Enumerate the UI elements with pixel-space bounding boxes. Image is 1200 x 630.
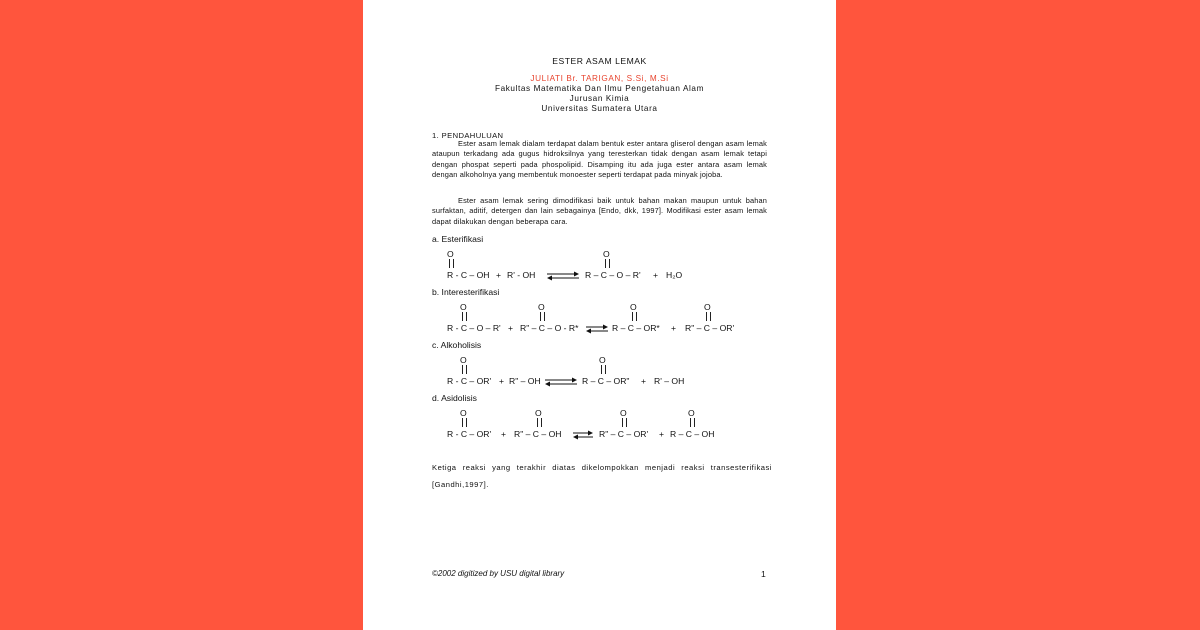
department-name: Jurusan Kimia [569,94,630,103]
reaction-d-product-2: R – C – OH [670,429,715,439]
equilibrium-arrow-icon [584,324,610,334]
carbonyl-oxygen: O [599,355,606,365]
reaction-a-product-1: R – C – O – R' [585,270,641,280]
reaction-b-plus-1: + [508,323,514,333]
reaction-d-label: d. Asidolisis [432,393,477,403]
double-bond [462,312,467,321]
double-bond [462,418,467,427]
double-bond [601,365,606,374]
university-name: Universitas Sumatera Utara [541,104,658,113]
reaction-a-plus-2: + [653,270,659,280]
double-bond [537,418,542,427]
equilibrium-arrow-icon [543,377,579,387]
carbonyl-oxygen: O [688,408,695,418]
paragraph-1-text: Ester asam lemak dialam terdapat dalam bentuk ester antara gliserol dengan asam lemak ataupun terkadang ada gugus hidroksilnya yang teresterkan tidak dengan asam lemak tetapi dengan phospat seperti pada phospolipid. Disamping itu ada juga ester antara asam lemak dengan alkoholnya yang membentuk monoester seperti terdapat pada minyak jojoba. [432,139,767,179]
document-page [363,0,836,630]
paragraph-2-text: Ester asam lemak sering dimodifikasi baik untuk bahan makan maupun untuk bahan surfaktan, aditif, detergen dan lain sebagainya [Endo, dkk, 1997]. Modifikasi ester asam lemak dapat dilakukan dengan beberapa cara. [432,196,767,226]
reaction-c-product-2: R' – OH [654,376,685,386]
double-bond [622,418,627,427]
carbonyl-oxygen: O [538,302,545,312]
reaction-a-reactant-1: R - C – OH [447,270,490,280]
reaction-b-reactant-2: R" – C – O - R* [520,323,579,333]
equilibrium-arrow-icon [571,430,595,440]
faculty-name: Fakultas Matematika Dan Ilmu Pengetahuan Alam [494,84,705,93]
carbonyl-oxygen: O [704,302,711,312]
reaction-d-product-1: R" – C – OR' [599,429,649,439]
reaction-c-reactant-2: R" – OH [509,376,541,386]
paragraph-2 [432,196,767,227]
double-bond [449,259,454,268]
section-heading: 1. PENDAHULUAN [432,131,504,140]
carbonyl-oxygen: O [447,249,454,259]
reaction-b-product-1: R – C – OR* [612,323,660,333]
carbonyl-oxygen: O [603,249,610,259]
footer-copyright: ©2002 digitized by USU digital library [432,569,565,578]
carbonyl-oxygen: O [620,408,627,418]
reaction-b-label: b. Interesterifikasi [432,287,500,297]
reaction-a-label: a. Esterifikasi [432,234,484,244]
reaction-d-reactant-2: R" – C – OH [514,429,562,439]
carbonyl-oxygen: O [460,302,467,312]
reaction-d-plus-1: + [501,429,507,439]
page-number: 1 [761,569,766,579]
double-bond [605,259,610,268]
double-bond [540,312,545,321]
conclusion-text: Ketiga reaksi yang terakhir diatas dikelompokkan menjadi reaksi transesterifikasi [Gandhi,1997]. [432,463,772,489]
reaction-a-plus-1: + [496,270,502,280]
paragraph-1 [432,139,767,180]
document-title: ESTER ASAM LEMAK [552,56,647,66]
reaction-b-product-2: R" – C – OR' [685,323,735,333]
reaction-c-product-1: R – C – OR" [582,376,630,386]
reaction-a-product-2: H₂O [666,270,683,280]
reaction-d-plus-2: + [659,429,665,439]
equilibrium-arrow-icon [545,271,581,281]
reaction-c-plus-2: + [641,376,647,386]
double-bond [706,312,711,321]
reaction-b-reactant-1: R - C – O – R' [447,323,501,333]
double-bond [690,418,695,427]
reaction-a-reactant-2: R' - OH [507,270,536,280]
carbonyl-oxygen: O [630,302,637,312]
reaction-c-reactant-1: R - C – OR' [447,376,492,386]
reaction-b-plus-2: + [671,323,677,333]
carbonyl-oxygen: O [460,355,467,365]
carbonyl-oxygen: O [460,408,467,418]
author-name: JULIATI Br. TARIGAN, S.Si, M.Si [530,74,669,83]
carbonyl-oxygen: O [535,408,542,418]
reaction-d-reactant-1: R - C – OR' [447,429,492,439]
reaction-c-plus-1: + [499,376,505,386]
double-bond [632,312,637,321]
double-bond [462,365,467,374]
reaction-c-label: c. Alkoholisis [432,340,482,350]
